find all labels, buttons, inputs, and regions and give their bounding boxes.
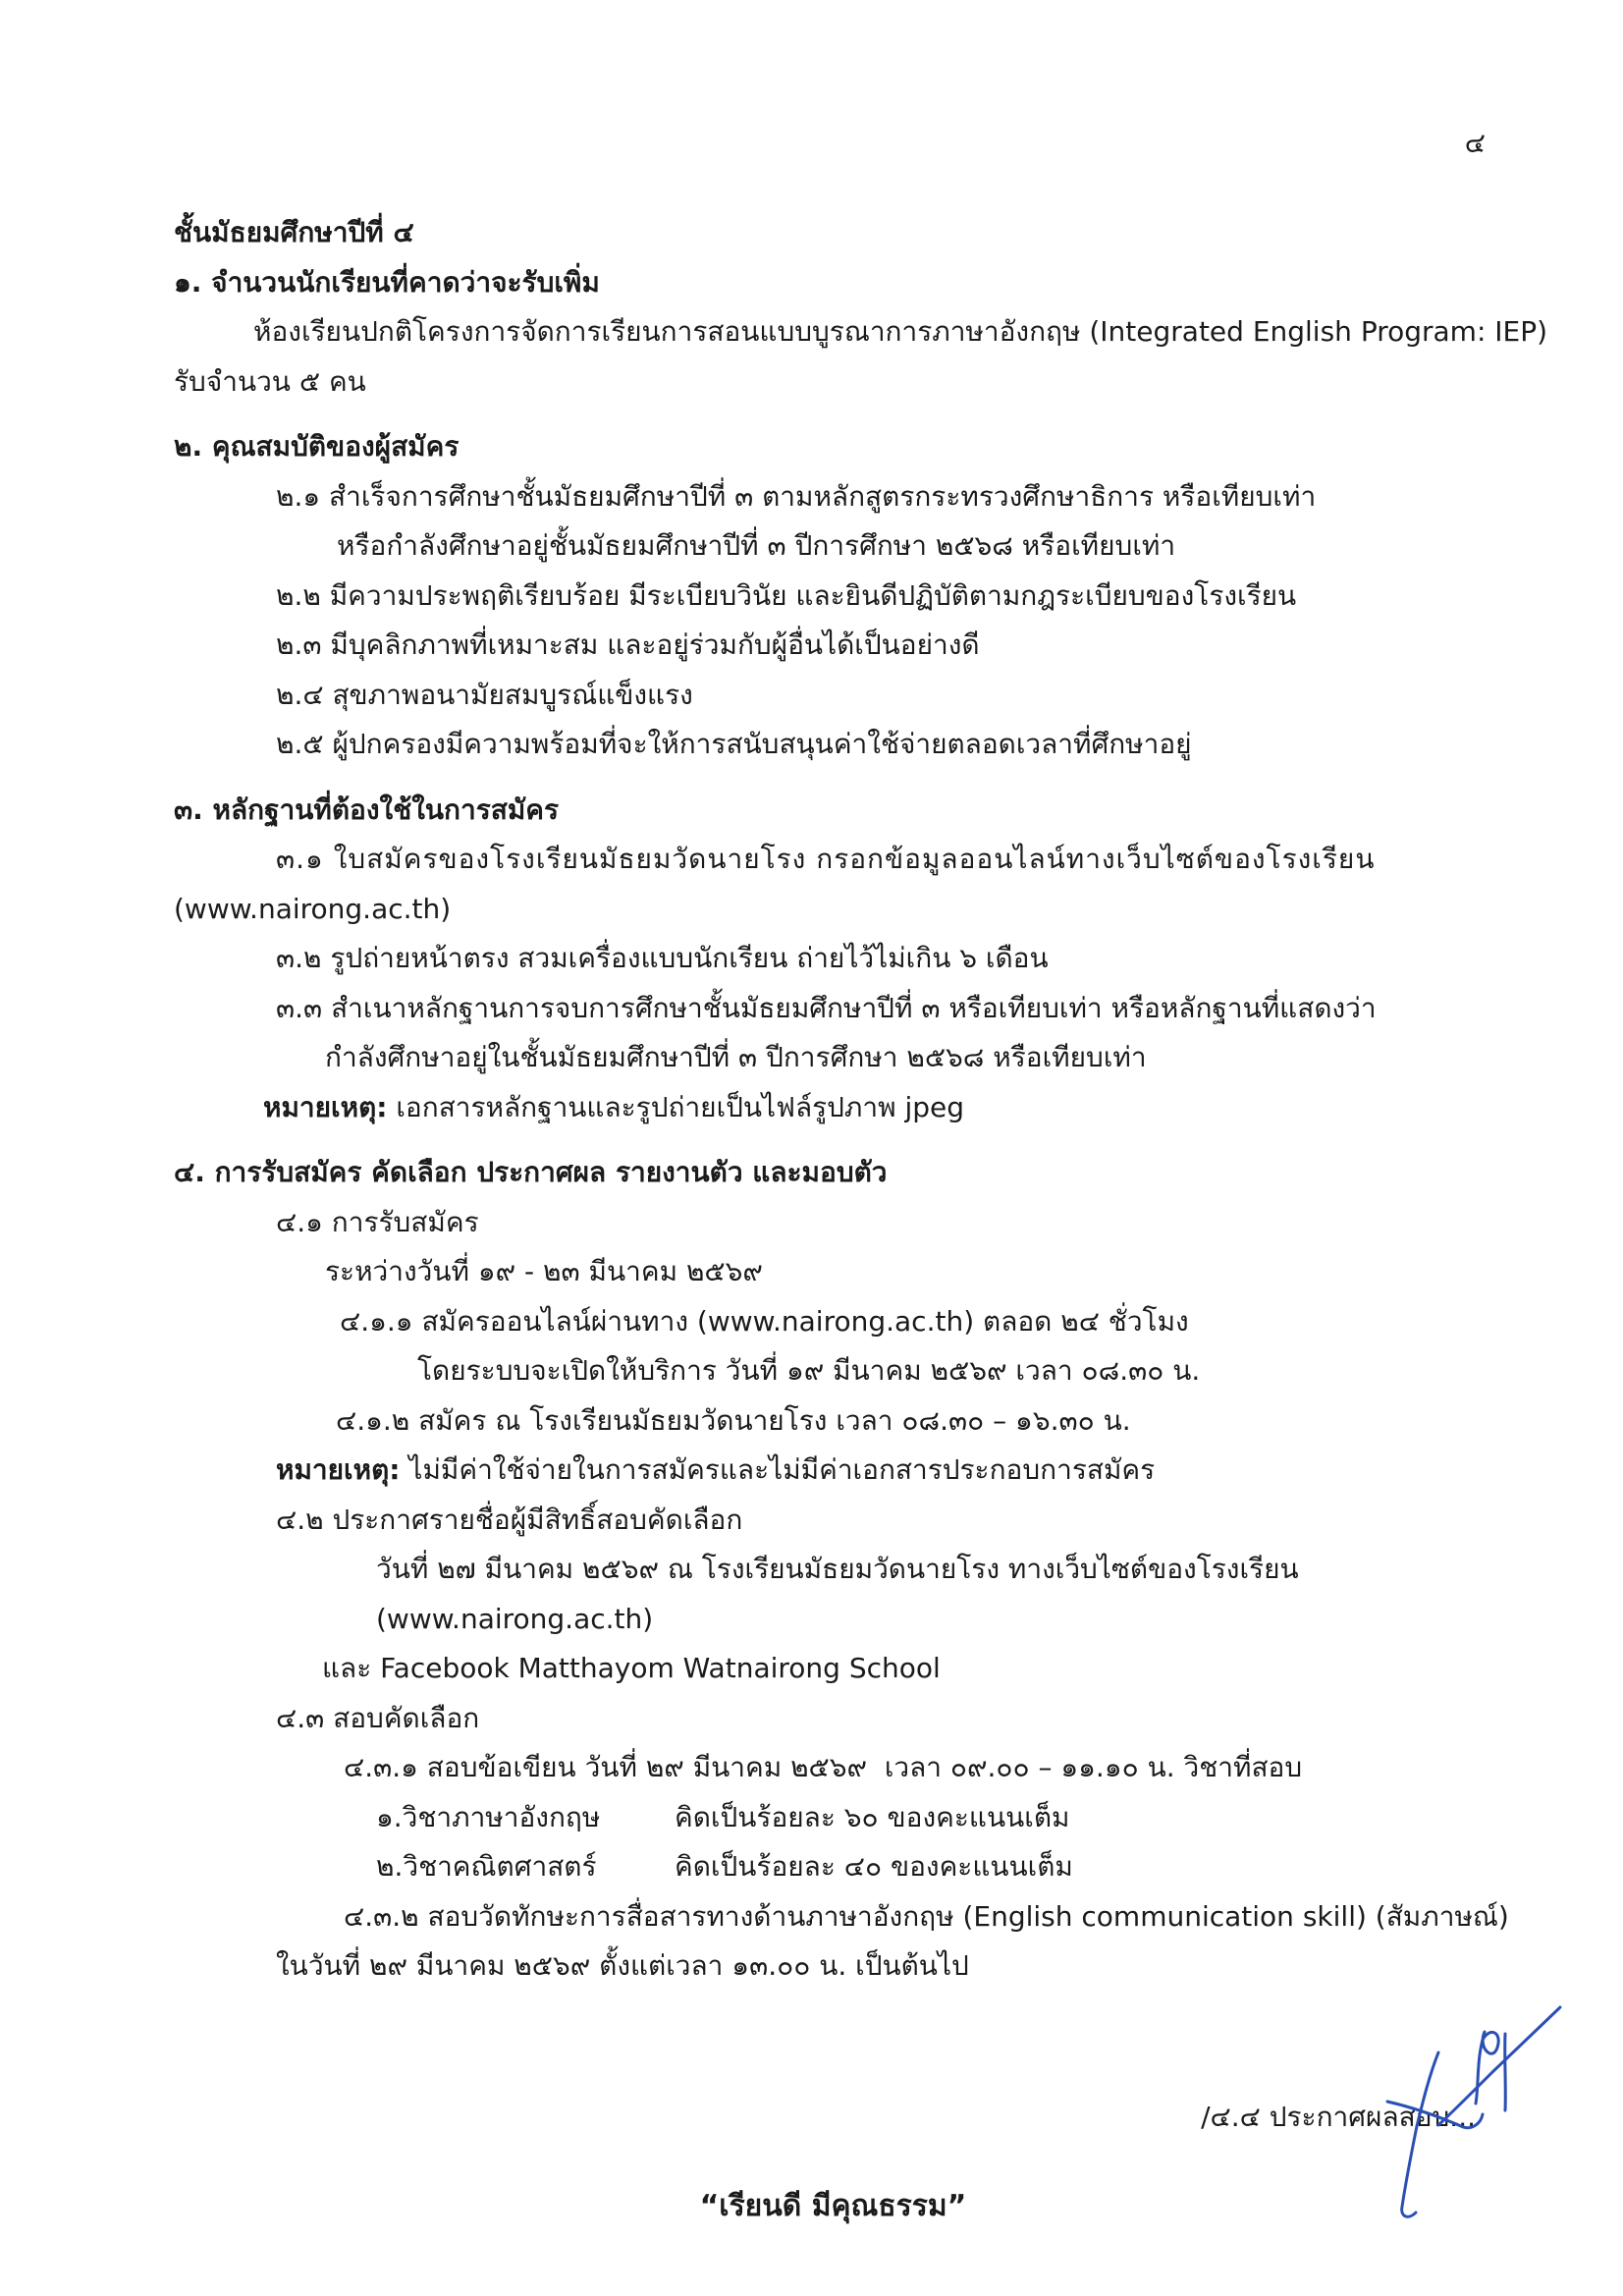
paragraph-line: รับจำนวน ๕ คน [174,364,366,398]
signature-stroke [1438,2007,1560,2125]
application-period: ระหว่างวันที่ ๑๙ - ๒๓ มีนาคม ๒๕๖๙ [325,1255,763,1287]
list-item-continuation: กำลังศึกษาอยู่ในชั้นมัธยมศึกษาปีที่ ๓ ปีการศึกษา ๒๕๖๘ หรือเทียบเท่า [325,1041,1147,1073]
signature-icon [1355,1989,1581,2224]
grade-heading: ชั้นมัธยมศึกษาปีที่ ๔ [174,216,414,248]
list-item: ๒.๓ มีบุคลิกภาพที่เหมาะสม และอยู่ร่วมกับผู้อื่นได้เป็นอย่างดี [276,629,980,661]
section-title: ๔. การรับสมัคร คัดเลือก ประกาศผล รายงานตัว และมอบตัว [174,1156,888,1188]
section-title: ๑. จำนวนนักเรียนที่คาดว่าจะรับเพิ่ม [174,265,600,299]
subsection-title: ๔.๑ การรับสมัคร [276,1205,479,1238]
list-item: ๓.๓ สำเนาหลักฐานการจบการศึกษาชั้นมัธยมศึกษาปีที่ ๓ หรือเทียบเท่า หรือหลักฐานที่แสดงว่า [276,991,1377,1024]
exam-subject-weight: คิดเป็นร้อยละ ๖๐ ของคะแนนเต็ม [675,1800,1070,1833]
document-body [0,208,1564,1992]
exam-subject-row [0,1842,1564,1892]
paragraph-line: ห้องเรียนปกติโครงการจัดการเรียนการสอนแบบบูรณาการภาษาอังกฤษ (Integrated English Program: IEP) [253,315,1548,348]
interview-exam: ๔.๓.๒ สอบวัดทักษะการสื่อสารทางด้านภาษาอังกฤษ (English communication skill) (สัมภาษณ์) [344,1899,1509,1933]
section-qualifications [0,422,1564,770]
section-documents [0,786,1564,1133]
school-motto: “เรียนดี มีคุณธรรม” [699,2189,967,2223]
continued-on-next-page: /๔.๔ ประกาศผลสอบ... [1201,2101,1476,2133]
list-item: ๒.๔ สุขภาพอนามัยสมบูรณ์แข็งแรง [276,678,693,711]
section-title: ๒. คุณสมบัติของผู้สมัคร [174,430,460,463]
exam-subject-name: ๑.วิชาภาษาอังกฤษ [376,1800,601,1833]
section-quota [0,258,1564,408]
interview-exam-date: ในวันที่ ๒๙ มีนาคม ๒๕๖๙ ตั้งแต่เวลา ๑๓.๐๐ น. เป็นต้นไป [276,1949,969,1982]
note-text: ไม่มีค่าใช้จ่ายในการสมัครและไม่มีค่าเอกสารประกอบการสมัคร [408,1453,1156,1486]
note [0,1083,1564,1133]
note-label: หมายเหตุ: [263,1090,388,1123]
section-title: ๓. หลักฐานที่ต้องใช้ในการสมัคร [174,793,560,826]
list-item: ๒.๑ สำเร็จการศึกษาชั้นมัธยมศึกษาปีที่ ๓ ตามหลักสูตรกระทรวงศึกษาธิการ หรือเทียบเท่า [276,479,1317,513]
subsection-title: ๔.๒ ประกาศรายชื่อผู้มีสิทธิ์สอบคัดเลือก [276,1503,743,1536]
list-item: ๓.๒ รูปถ่ายหน้าตรง สวมเครื่องแบบนักเรียน ถ่ายไว้ไม่เกิน ๖ เดือน [276,942,1049,974]
exam-subject-row [0,1793,1564,1843]
list-item: ๒.๒ มีความประพฤติเรียบร้อย มีระเบียบวินัย และยินดีปฏิบัติตามกฎระเบียบของโรงเรียน [276,578,1297,612]
signature-stroke [1387,2102,1483,2128]
online-application-hours: โดยระบบจะเปิดให้บริการ วันที่ ๑๙ มีนาคม ๒๕๖๙ เวลา ๐๘.๓๐ น. [417,1354,1201,1387]
announcement-line: วันที่ ๒๗ มีนาคม ๒๕๖๙ ณ โรงเรียนมัธยมวัดนายโรง ทางเว็บไซต์ของโรงเรียน (www.nairong.ac.th) [376,1553,1308,1635]
note [0,1446,1564,1496]
section-schedule [0,1148,1564,1992]
website-link[interactable]: (www.nairong.ac.th) [174,892,452,925]
note-label: หมายเหตุ: [276,1453,401,1486]
written-exam: ๔.๓.๑ สอบข้อเขียน วันที่ ๒๙ มีนาคม ๒๕๖๙ เวลา ๐๙.๐๐ – ๑๑.๑๐ น. วิชาที่สอบ [344,1751,1303,1783]
exam-subject-weight: คิดเป็นร้อยละ ๔๐ ของคะแนนเต็ม [675,1850,1073,1883]
signature-stroke [1402,2052,1438,2216]
note-text: เอกสารหลักฐานและรูปถ่ายเป็นไฟล์รูปภาพ jpeg [396,1090,965,1123]
announcement-line: และ Facebook Matthayom Watnairong School [322,1652,941,1684]
signature-stroke [1505,2034,1506,2110]
list-item: ๓.๑ ใบสมัครของโรงเรียนมัธยมวัดนายโรง กรอกข้อมูลออนไลน์ทางเว็บไซต์ของโรงเรียน [276,843,1376,875]
list-item-continuation: หรือกำลังศึกษาอยู่ชั้นมัธยมศึกษาปีที่ ๓ ปีการศึกษา ๒๕๖๘ หรือเทียบเท่า [337,529,1176,562]
exam-subject-name: ๒.วิชาคณิตศาสตร์ [376,1850,597,1883]
online-application: ๔.๑.๑ สมัครออนไลน์ผ่านทาง (www.nairong.ac.th) ตลอด ๒๔ ชั่วโมง [340,1304,1189,1338]
onsite-application: ๔.๑.๒ สมัคร ณ โรงเรียนมัธยมวัดนายโรง เวลา ๐๘.๓๐ – ๑๖.๓๐ น. [336,1403,1131,1437]
page-number: ๔ [1464,127,1486,159]
list-item: ๒.๕ ผู้ปกครองมีความพร้อมที่จะให้การสนับสนุนค่าใช้จ่ายตลอดเวลาที่ศึกษาอยู่ [276,728,1192,760]
subsection-title: ๔.๓ สอบคัดเลือก [276,1701,480,1734]
